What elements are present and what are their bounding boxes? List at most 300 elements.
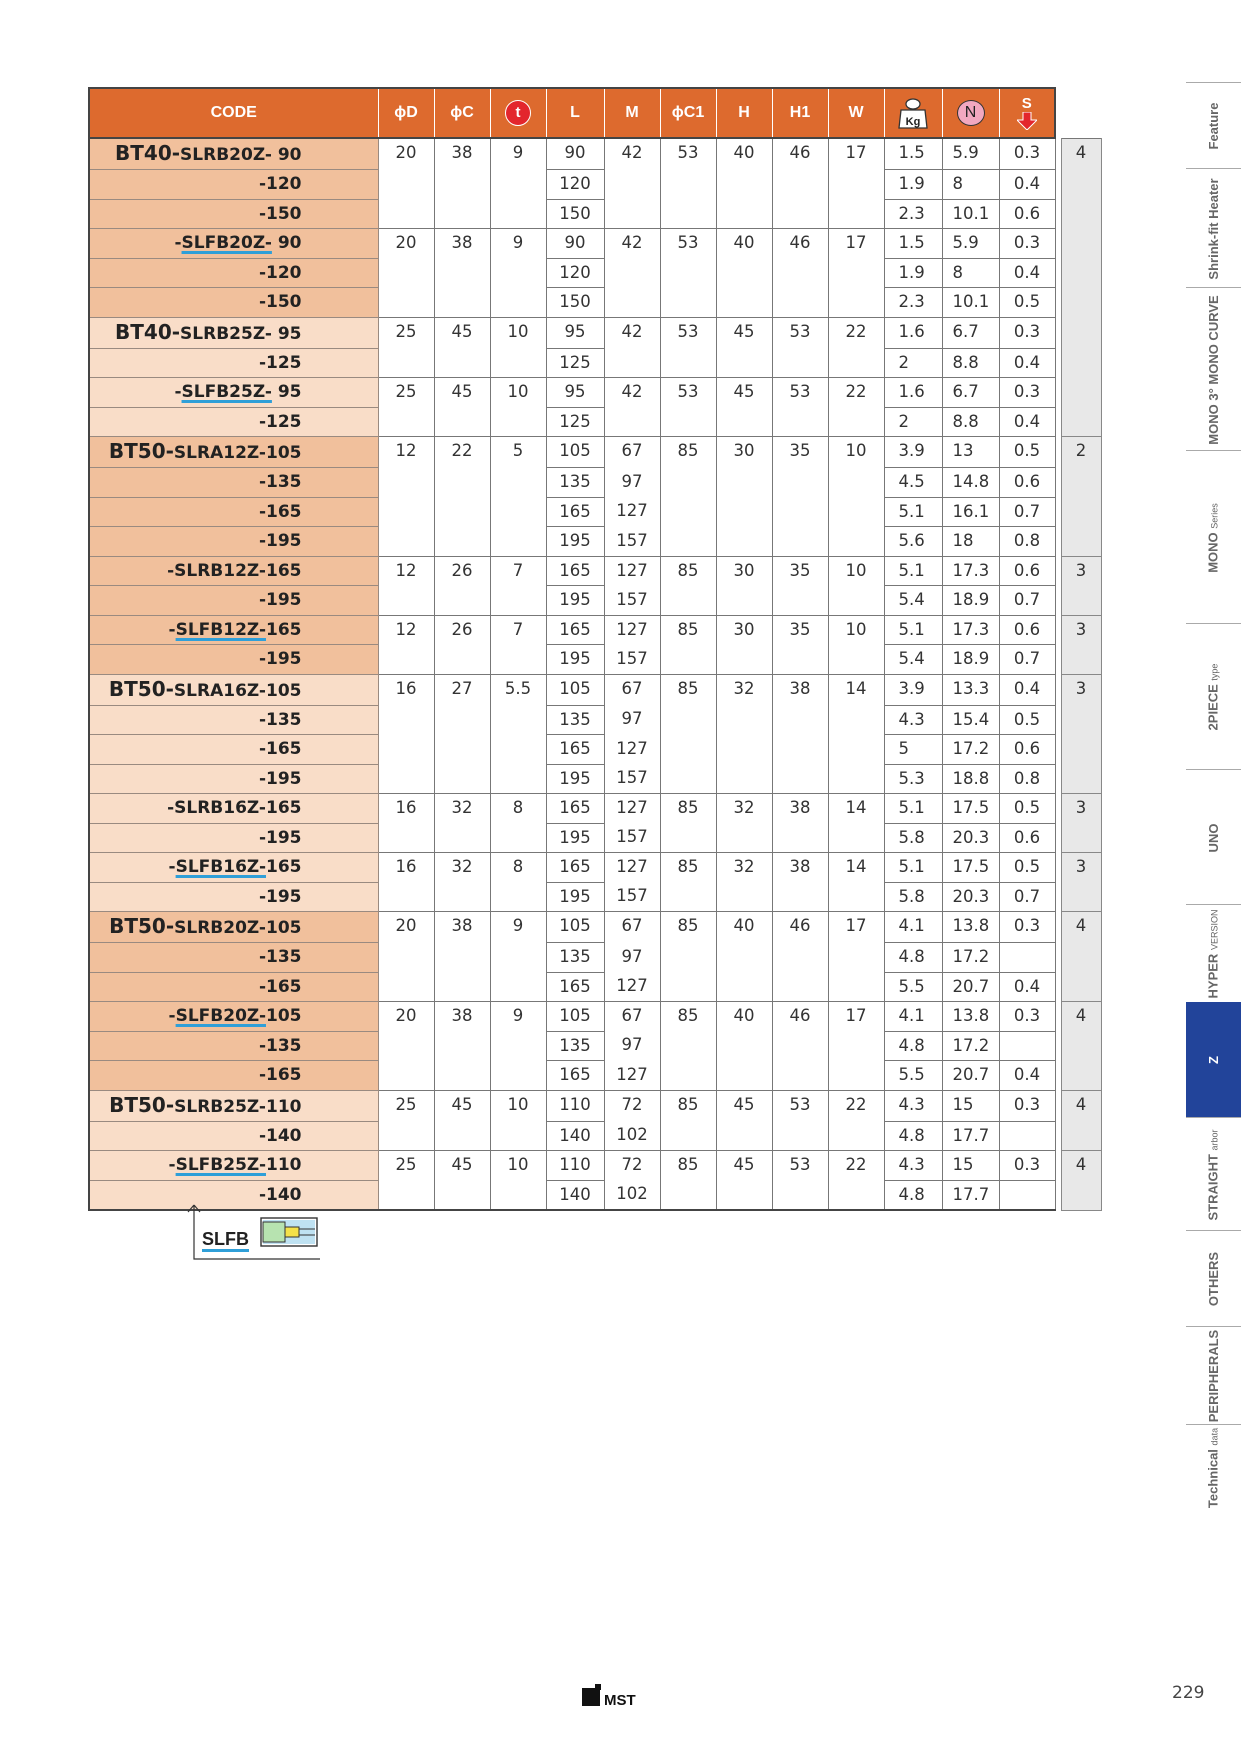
cell-h	[716, 882, 772, 912]
table-row	[89, 1031, 1101, 1061]
cell-h	[716, 705, 772, 735]
cell-c: 38	[434, 138, 490, 170]
gap-cell	[1055, 468, 1061, 498]
code-cell	[89, 199, 378, 229]
table-row	[89, 437, 1101, 468]
cell-h1	[772, 823, 828, 853]
cell-m: 127	[604, 735, 660, 765]
cell-h: 30	[716, 615, 772, 645]
cell-c: 45	[434, 1151, 490, 1181]
cell-c1: 85	[660, 853, 716, 883]
cell-h	[716, 497, 772, 527]
gap-cell	[1055, 1031, 1061, 1061]
cell-d: 25	[378, 1090, 434, 1121]
cell-m: 157	[604, 882, 660, 912]
code-size: 165	[266, 798, 302, 818]
cell-t	[490, 735, 546, 765]
table-row	[89, 468, 1101, 498]
cell-h	[716, 1121, 772, 1151]
cell-h1: 38	[772, 674, 828, 705]
code-cell	[89, 735, 378, 765]
cell-m: 97	[604, 468, 660, 498]
tab-label-main: Z	[1205, 1055, 1221, 1064]
cell-h1	[772, 1180, 828, 1210]
sidebar-tab[interactable]	[1186, 769, 1241, 905]
cell-s: 0.6	[999, 823, 1055, 853]
table-row	[89, 943, 1101, 973]
cell-l: 135	[546, 943, 604, 973]
cell-c1	[660, 972, 716, 1002]
cell-m: 157	[604, 764, 660, 794]
cell-w: 10	[828, 615, 884, 645]
table-row	[89, 794, 1101, 824]
table-row	[89, 378, 1101, 408]
sidebar-tab[interactable]	[1186, 1424, 1241, 1511]
cell-l: 165	[546, 794, 604, 824]
cell-w	[828, 972, 884, 1002]
cell-h1	[772, 586, 828, 616]
code-prefix: -	[168, 857, 176, 877]
cell-h	[716, 1031, 772, 1061]
cell-m	[604, 407, 660, 437]
code-model: SLRB25Z-	[180, 323, 272, 344]
t-badge-icon: t	[505, 100, 531, 126]
code-model: SLRB16Z-	[174, 798, 266, 818]
cell-s: 0.4	[999, 674, 1055, 705]
cell-l: 135	[546, 705, 604, 735]
cell-c	[434, 645, 490, 675]
cell-kg: 2.3	[884, 199, 942, 229]
code-size: -140	[258, 1125, 302, 1146]
cell-n: 13.3	[942, 674, 999, 705]
cell-s: 0.3	[999, 229, 1055, 259]
svg-text:MST: MST	[604, 1692, 636, 1709]
cell-s: 0.6	[999, 615, 1055, 645]
cell-d	[378, 735, 434, 765]
cell-c: 32	[434, 853, 490, 883]
tab-label-main: UNO	[1205, 823, 1221, 852]
code-cell	[89, 556, 378, 586]
cell-w: 14	[828, 674, 884, 705]
cell-n: 15	[942, 1090, 999, 1121]
code-cell	[89, 912, 378, 943]
sidebar-tab[interactable]	[1186, 1002, 1241, 1117]
code-size: -135	[258, 472, 302, 492]
cell-t: 5	[490, 437, 546, 468]
code-cell	[89, 407, 378, 437]
code-cell	[89, 764, 378, 794]
cell-t: 9	[490, 912, 546, 943]
cell-s: 0.5	[999, 437, 1055, 468]
header-h1: H1	[772, 88, 828, 138]
cell-c	[434, 705, 490, 735]
sidebar-tab[interactable]	[1186, 168, 1241, 288]
header-l: L	[546, 88, 604, 138]
cell-n: 18.8	[942, 764, 999, 794]
cell-m	[604, 199, 660, 229]
code-cell	[89, 1121, 378, 1151]
arrow-down-icon	[1017, 112, 1037, 130]
cell-l: 150	[546, 288, 604, 318]
cell-w	[828, 586, 884, 616]
cell-c1	[660, 258, 716, 288]
group-count-cell: 4	[1061, 1002, 1101, 1091]
gap-cell	[1055, 497, 1061, 527]
cell-w	[828, 735, 884, 765]
cell-n: 17.3	[942, 615, 999, 645]
cell-c1	[660, 882, 716, 912]
cell-n: 16.1	[942, 497, 999, 527]
cell-t: 7	[490, 615, 546, 645]
cell-c1: 85	[660, 1151, 716, 1181]
cell-kg: 5.5	[884, 972, 942, 1002]
cell-s: 0.8	[999, 764, 1055, 794]
sidebar-tab[interactable]	[1186, 1326, 1241, 1425]
code-size: 165	[266, 857, 302, 877]
table-row	[89, 1061, 1101, 1091]
cell-n: 17.7	[942, 1121, 999, 1151]
cell-kg: 4.1	[884, 912, 942, 943]
cell-h1: 46	[772, 1002, 828, 1032]
cell-l: 195	[546, 823, 604, 853]
code-model: SLFB25Z-	[175, 1155, 266, 1175]
cell-t	[490, 407, 546, 437]
cell-w: 22	[828, 378, 884, 408]
cell-s: 0.4	[999, 972, 1055, 1002]
code-size: -135	[258, 709, 302, 730]
code-model: SLRB20Z-	[174, 918, 266, 938]
cell-n: 17.2	[942, 735, 999, 765]
cell-t: 9	[490, 229, 546, 259]
cell-h1: 35	[772, 556, 828, 586]
cell-l: 150	[546, 199, 604, 229]
cell-c1: 85	[660, 1002, 716, 1032]
cell-c	[434, 199, 490, 229]
cell-t: 8	[490, 853, 546, 883]
code-prefix: -	[167, 560, 175, 581]
cell-h1	[772, 170, 828, 200]
cell-w: 17	[828, 138, 884, 170]
cell-kg: 5.6	[884, 527, 942, 557]
cell-l: 195	[546, 764, 604, 794]
gap-cell	[1055, 527, 1061, 557]
gap-cell	[1055, 258, 1061, 288]
gap-cell	[1055, 586, 1061, 616]
table-row	[89, 615, 1101, 645]
cell-d	[378, 497, 434, 527]
cell-c1: 53	[660, 138, 716, 170]
code-prefix: BT50-	[109, 914, 175, 938]
cell-c1: 85	[660, 615, 716, 645]
cell-c1: 85	[660, 674, 716, 705]
cell-l: 165	[546, 497, 604, 527]
code-size: 95	[271, 323, 302, 344]
code-cell	[89, 348, 378, 378]
cell-h	[716, 1180, 772, 1210]
cell-w	[828, 705, 884, 735]
cell-t: 10	[490, 378, 546, 408]
gap-cell	[1055, 378, 1061, 408]
code-model: SLRA16Z-	[173, 680, 266, 701]
table-row	[89, 1151, 1101, 1181]
cell-d	[378, 972, 434, 1002]
code-size: -165	[258, 501, 302, 522]
cell-m	[604, 288, 660, 318]
cell-d	[378, 170, 434, 200]
cell-s: 0.6	[999, 199, 1055, 229]
header-t	[490, 88, 546, 138]
cell-kg: 5.5	[884, 1061, 942, 1091]
cell-m: 157	[604, 645, 660, 675]
code-size: -125	[258, 352, 302, 373]
code-cell	[89, 288, 378, 318]
table-row	[89, 823, 1101, 853]
group-count-cell: 2	[1061, 437, 1101, 557]
cell-h: 30	[716, 556, 772, 586]
code-size: -120	[258, 174, 302, 194]
cell-m: 67	[604, 437, 660, 468]
cell-h: 32	[716, 853, 772, 883]
code-cell	[89, 972, 378, 1002]
table-row	[89, 199, 1101, 229]
mst-logo	[582, 1684, 652, 1710]
code-cell	[89, 882, 378, 912]
cell-d: 20	[378, 1002, 434, 1032]
sidebar-tab-label	[1207, 503, 1220, 573]
cell-c: 22	[434, 437, 490, 468]
cell-h1	[772, 497, 828, 527]
code-prefix: BT40-	[115, 319, 181, 344]
code-cell	[89, 823, 378, 853]
gap-cell	[1055, 1061, 1061, 1091]
cell-h	[716, 1061, 772, 1091]
cell-c	[434, 1180, 490, 1210]
cell-l: 135	[546, 468, 604, 498]
cell-c: 27	[434, 674, 490, 705]
cell-w	[828, 468, 884, 498]
cell-c1	[660, 943, 716, 973]
cell-c: 38	[434, 1002, 490, 1032]
cell-w	[828, 1061, 884, 1091]
cell-n: 17.7	[942, 1180, 999, 1210]
cell-n: 15	[942, 1151, 999, 1181]
code-model: SLFB12Z-	[175, 619, 266, 640]
tab-label-main: PERIPHERALS	[1205, 1329, 1221, 1423]
code-size: -120	[258, 262, 302, 283]
cell-kg: 3.9	[884, 437, 942, 468]
cell-c: 32	[434, 794, 490, 824]
cell-c1	[660, 348, 716, 378]
cell-c1	[660, 1180, 716, 1210]
cell-h: 40	[716, 912, 772, 943]
cell-d	[378, 1031, 434, 1061]
cell-t	[490, 199, 546, 229]
cell-w: 10	[828, 437, 884, 468]
sidebar-tab-label	[1207, 1428, 1220, 1508]
cell-m: 157	[604, 823, 660, 853]
table-row	[89, 1090, 1101, 1121]
code-cell	[89, 1090, 378, 1121]
table-row	[89, 497, 1101, 527]
cell-c	[434, 972, 490, 1002]
cell-l: 135	[546, 1031, 604, 1061]
cell-s: 0.7	[999, 645, 1055, 675]
cell-l: 195	[546, 882, 604, 912]
cell-s: 0.7	[999, 882, 1055, 912]
cell-d	[378, 943, 434, 973]
sidebar-tab[interactable]	[1186, 82, 1241, 169]
cell-c	[434, 407, 490, 437]
cell-c1	[660, 1061, 716, 1091]
tab-label-main: Shrink-fit Heater	[1205, 177, 1221, 280]
cell-l: 195	[546, 586, 604, 616]
sidebar-tab[interactable]	[1186, 904, 1241, 1003]
cell-s: 0.3	[999, 1090, 1055, 1121]
code-model: SLRB12Z-	[174, 560, 266, 581]
table-row	[89, 556, 1101, 586]
code-prefix: -	[174, 233, 182, 253]
cell-h1	[772, 972, 828, 1002]
cell-h: 45	[716, 317, 772, 348]
cell-kg: 5.4	[884, 586, 942, 616]
gap-cell	[1055, 882, 1061, 912]
tab-label-sub: type	[1209, 663, 1219, 681]
cell-t	[490, 1180, 546, 1210]
cell-m: 127	[604, 497, 660, 527]
cell-c1: 53	[660, 317, 716, 348]
code-size: 110	[266, 1096, 302, 1117]
cell-d: 16	[378, 674, 434, 705]
cell-t: 10	[490, 1090, 546, 1121]
cell-kg: 5.1	[884, 497, 942, 527]
svg-text:Kg: Kg	[905, 116, 921, 128]
gap-cell	[1055, 170, 1061, 200]
cell-w: 22	[828, 317, 884, 348]
cell-c1	[660, 199, 716, 229]
sidebar-tab-label	[1205, 177, 1221, 280]
header-code: CODE	[89, 88, 378, 138]
cell-d: 20	[378, 229, 434, 259]
cell-h1: 35	[772, 437, 828, 468]
sidebar-tab-label	[1205, 294, 1221, 445]
cell-t	[490, 170, 546, 200]
sidebar-tab-label	[1207, 664, 1220, 731]
cell-h1	[772, 199, 828, 229]
cell-m: 157	[604, 527, 660, 557]
cell-m: 102	[604, 1180, 660, 1210]
cell-kg: 4.3	[884, 1090, 942, 1121]
cell-m	[604, 170, 660, 200]
sidebar-tab-label	[1207, 910, 1220, 999]
cell-s: 0.7	[999, 586, 1055, 616]
cell-w	[828, 823, 884, 853]
cell-c	[434, 288, 490, 318]
cell-m: 42	[604, 378, 660, 408]
sidebar-tab-label	[1207, 1129, 1220, 1220]
cell-h1	[772, 1031, 828, 1061]
cell-d: 20	[378, 912, 434, 943]
cell-c1	[660, 735, 716, 765]
cell-h1	[772, 764, 828, 794]
cell-c1: 85	[660, 1090, 716, 1121]
cell-m	[604, 258, 660, 288]
cell-c	[434, 943, 490, 973]
cell-w: 22	[828, 1090, 884, 1121]
cell-l: 105	[546, 912, 604, 943]
sidebar-tab[interactable]	[1186, 450, 1241, 624]
cell-w	[828, 882, 884, 912]
cell-w: 14	[828, 853, 884, 883]
code-cell	[89, 1031, 378, 1061]
cell-m: 127	[604, 556, 660, 586]
cell-c	[434, 1061, 490, 1091]
cell-w: 17	[828, 912, 884, 943]
cell-l: 165	[546, 615, 604, 645]
code-size: 105	[266, 680, 302, 701]
cell-m: 127	[604, 972, 660, 1002]
cell-h1: 46	[772, 912, 828, 943]
code-model: SLFB20Z-	[181, 233, 272, 253]
table-row	[89, 288, 1101, 318]
sidebar-tab[interactable]	[1186, 287, 1241, 451]
cell-t	[490, 943, 546, 973]
tab-label-sub: Series	[1209, 502, 1219, 529]
sidebar-tab[interactable]	[1186, 623, 1241, 770]
cell-h	[716, 735, 772, 765]
code-cell	[89, 138, 378, 170]
cell-h	[716, 258, 772, 288]
cell-l: 195	[546, 645, 604, 675]
group-count-cell: 4	[1061, 138, 1101, 437]
cell-h	[716, 645, 772, 675]
cell-t	[490, 527, 546, 557]
cell-h1: 46	[772, 138, 828, 170]
cell-c	[434, 497, 490, 527]
group-count-cell: 4	[1061, 912, 1101, 1002]
cell-kg: 4.8	[884, 1180, 942, 1210]
cell-kg: 1.5	[884, 138, 942, 170]
cell-m: 127	[604, 1061, 660, 1091]
cell-kg: 2	[884, 407, 942, 437]
cell-t: 5.5	[490, 674, 546, 705]
cell-w: 17	[828, 229, 884, 259]
code-model: SLRA12Z-	[173, 443, 266, 463]
cell-c1	[660, 645, 716, 675]
cell-kg: 5.4	[884, 645, 942, 675]
cell-kg: 1.6	[884, 317, 942, 348]
code-size: -125	[258, 411, 302, 432]
cell-d: 25	[378, 317, 434, 348]
sidebar-tab[interactable]	[1186, 1230, 1241, 1327]
cell-kg: 5.1	[884, 794, 942, 824]
cell-l: 110	[546, 1090, 604, 1121]
sidebar-tab[interactable]	[1186, 1117, 1241, 1231]
cell-w	[828, 645, 884, 675]
cell-w	[828, 764, 884, 794]
cell-n: 20.7	[942, 1061, 999, 1091]
table-row	[89, 764, 1101, 794]
code-size: 95	[271, 382, 302, 402]
group-count-cell: 3	[1061, 853, 1101, 912]
cell-l: 165	[546, 735, 604, 765]
table-row	[89, 527, 1101, 557]
table-row	[89, 586, 1101, 616]
cell-d	[378, 882, 434, 912]
cell-c	[434, 527, 490, 557]
cell-n: 20.3	[942, 882, 999, 912]
cell-l: 125	[546, 407, 604, 437]
code-cell	[89, 229, 378, 259]
